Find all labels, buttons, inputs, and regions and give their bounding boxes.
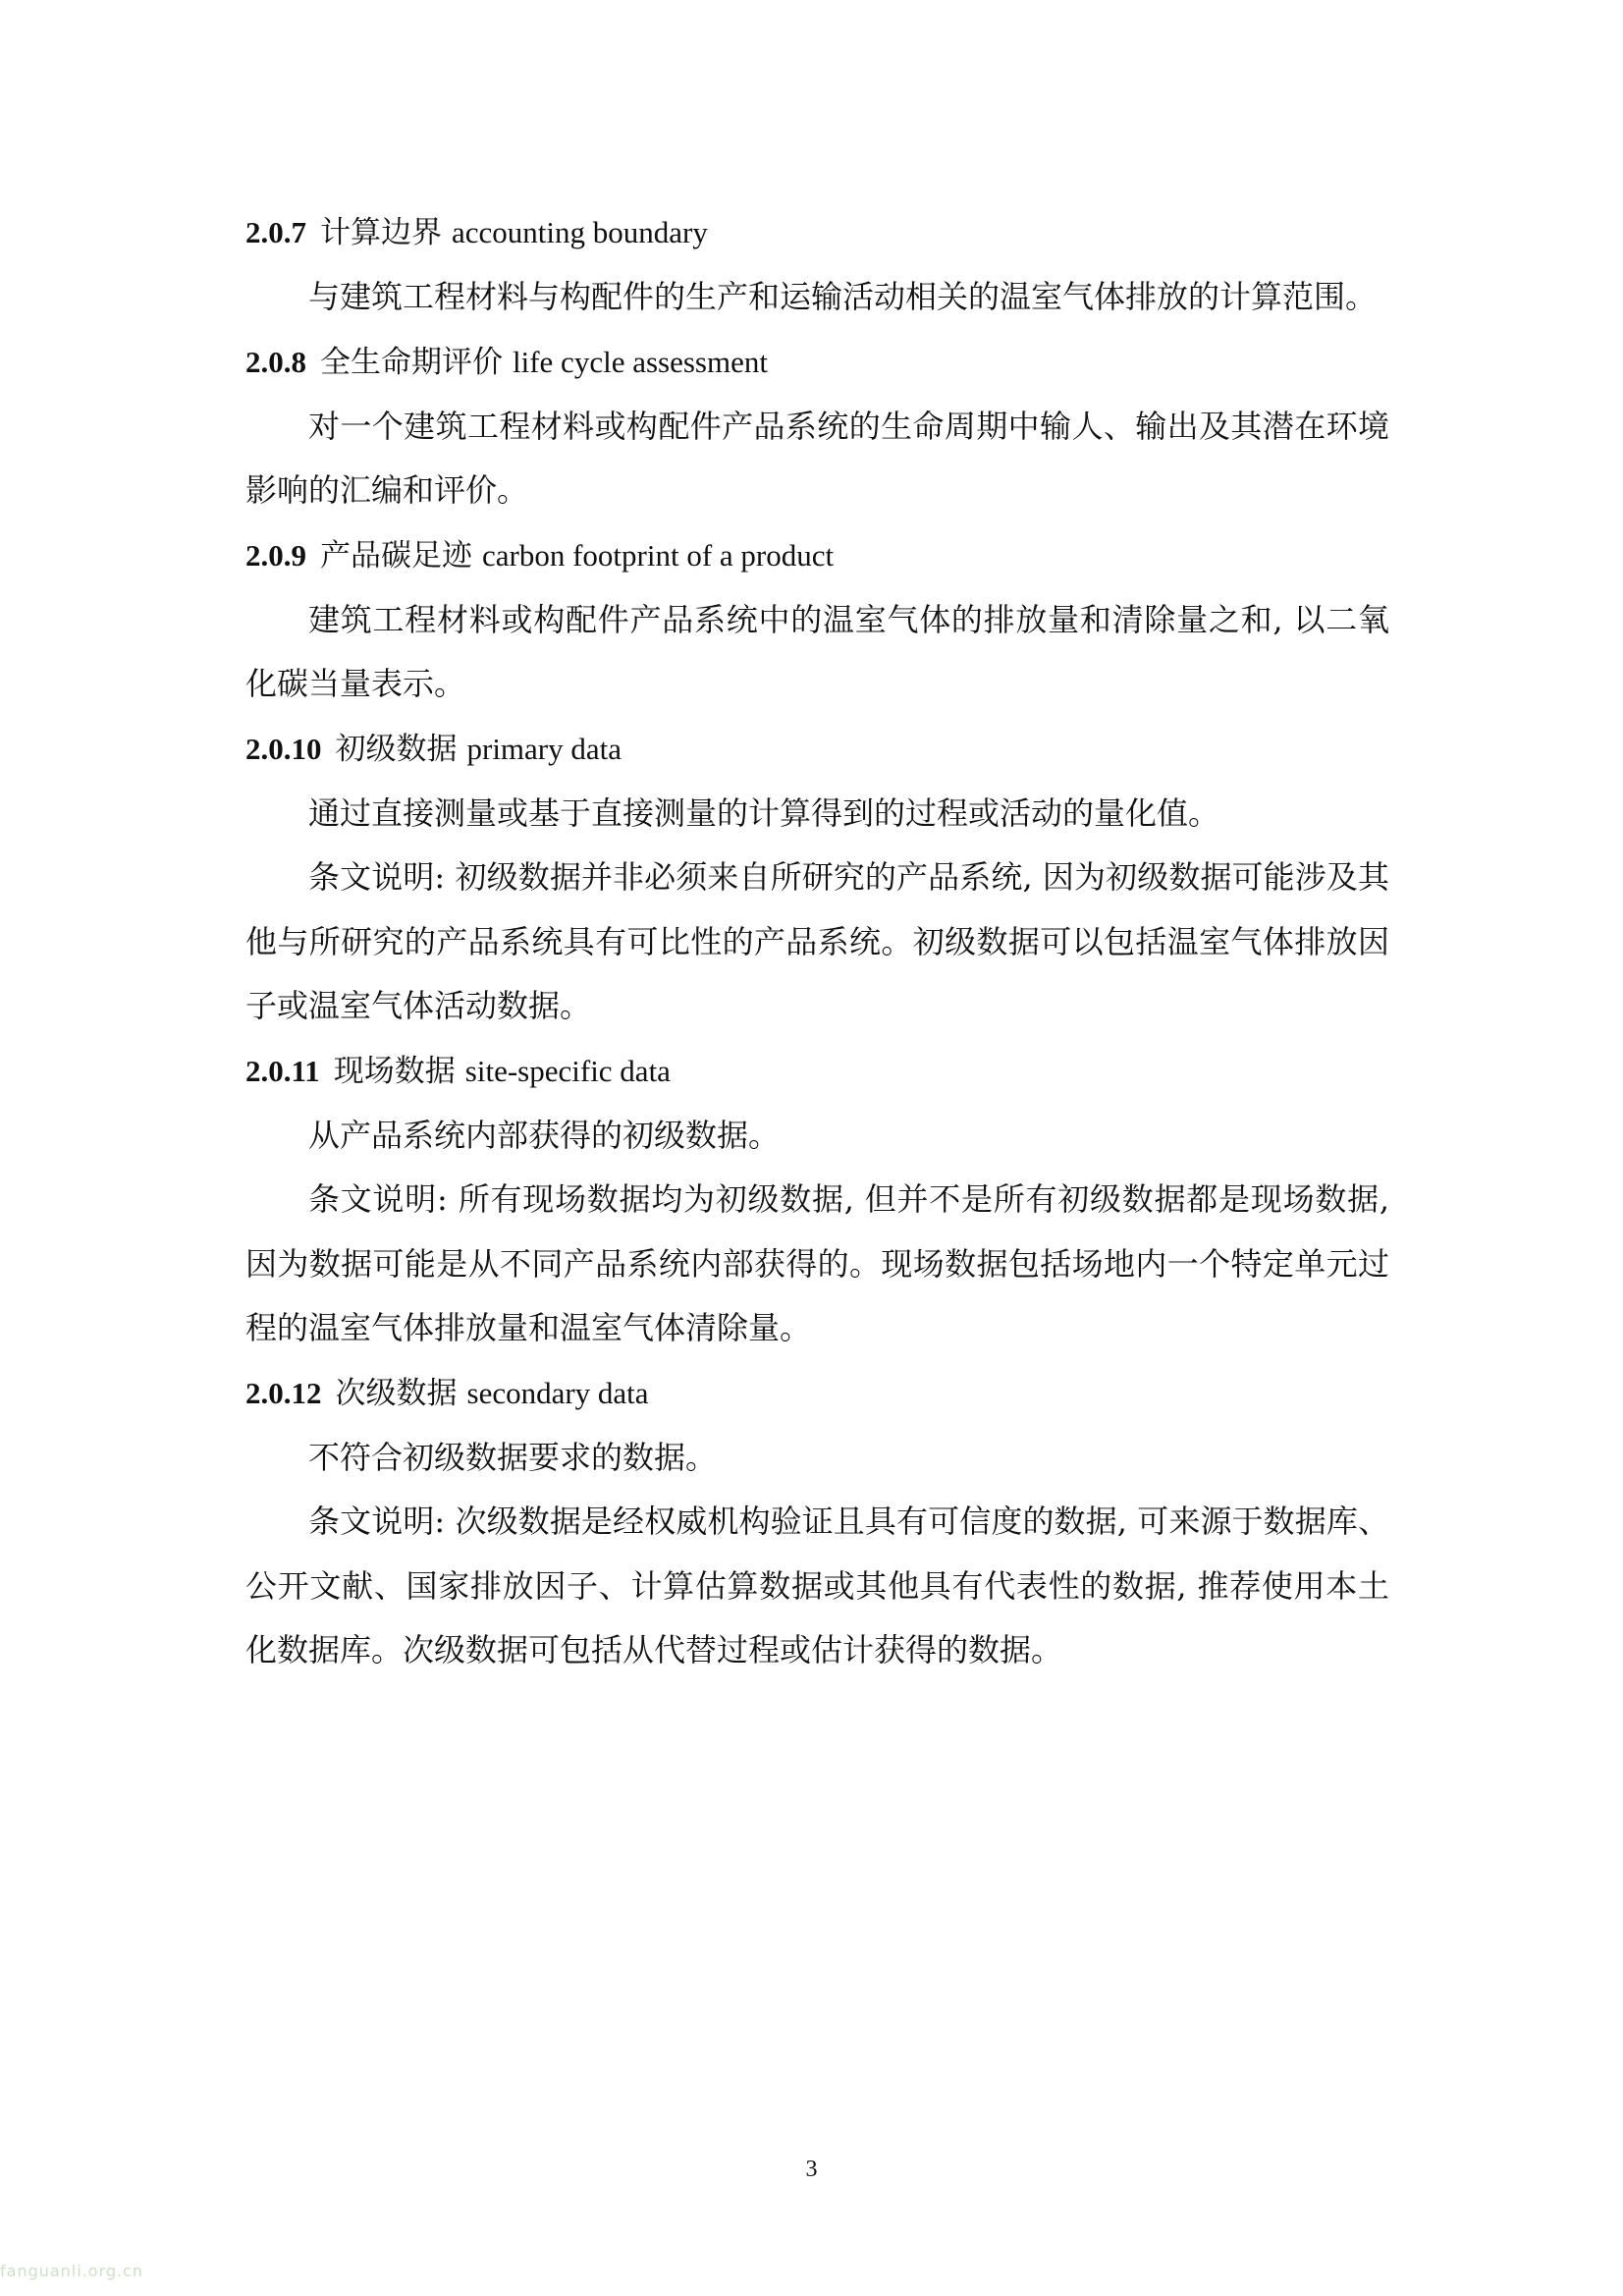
term-number: 2.0.7 xyxy=(245,215,306,249)
term-english: site-specific data xyxy=(464,1053,671,1088)
term-number: 2.0.10 xyxy=(245,731,322,766)
term-heading-2-0-10 xyxy=(245,717,1389,782)
term-chinese: 现场数据 xyxy=(333,1053,456,1089)
term-number: 2.0.12 xyxy=(245,1375,322,1410)
term-heading-2-0-9 xyxy=(245,523,1389,588)
definition-paragraph: 通过直接测量或基于直接测量的计算得到的过程或活动的量化值。 xyxy=(308,793,1220,832)
term-number: 2.0.11 xyxy=(245,1053,320,1088)
clause-explanation-paragraph: 条文说明: 次级数据是经权威机构验证且具有可信度的数据, 可来源于数据库、公开文献、国家排放因子、计算估算数据或其他具有代表性的数据, 推荐使用本土化数据库。次级数据可包括从代替过程或估计获得的数据。 xyxy=(245,1503,1389,1668)
watermark: fanguanli.org.cn xyxy=(0,2262,144,2280)
page-number: 3 xyxy=(805,2157,818,2182)
term-heading-2-0-7 xyxy=(245,200,1389,265)
term-heading-2-0-8 xyxy=(245,330,1389,395)
term-chinese: 次级数据 xyxy=(335,1375,458,1411)
term-number: 2.0.9 xyxy=(245,537,306,573)
term-chinese: 初级数据 xyxy=(335,731,458,767)
term-chinese: 产品碳足迹 xyxy=(320,537,472,574)
term-chinese: 计算边界 xyxy=(320,215,442,250)
term-chinese: 全生命期评价 xyxy=(320,344,503,380)
term-english: life cycle assessment xyxy=(513,344,768,379)
term-english: accounting boundary xyxy=(452,215,708,249)
term-heading-2-0-11 xyxy=(245,1039,1389,1104)
definition-paragraph: 从产品系统内部获得的初级数据。 xyxy=(308,1116,781,1154)
definition-paragraph: 不符合初级数据要求的数据。 xyxy=(308,1438,718,1476)
definition-paragraph: 对一个建筑工程材料或构配件产品系统的生命周期中输人、输出及其潜在环境影响的汇编和评价。 xyxy=(245,407,1389,509)
clause-explanation-paragraph: 条文说明: 所有现场数据均为初级数据, 但并不是所有初级数据都是现场数据, 因为数据可能是从不同产品系统内部获得的。现场数据包括场地内一个特定单元过程的温室气体排放量和温室气体清除量。 xyxy=(245,1180,1389,1346)
term-english: secondary data xyxy=(466,1375,649,1410)
term-english: primary data xyxy=(466,731,622,766)
clause-explanation-paragraph: 条文说明: 初级数据并非必须来自所研究的产品系统, 因为初级数据可能涉及其他与所研究的产品系统具有可比性的产品系统。初级数据可以包括温室气体排放因子或温室气体活动数据。 xyxy=(245,858,1389,1024)
definition-paragraph: 与建筑工程材料与构配件的生产和运输活动相关的温室气体排放的计算范围。 xyxy=(308,278,1378,315)
definition-paragraph: 建筑工程材料或构配件产品系统中的温室气体的排放量和清除量之和, 以二氧化碳当量表示。 xyxy=(245,600,1389,702)
term-heading-2-0-12 xyxy=(245,1361,1389,1426)
document-body xyxy=(245,200,1389,1683)
term-english: carbon footprint of a product xyxy=(482,537,835,573)
term-number: 2.0.8 xyxy=(245,344,306,379)
